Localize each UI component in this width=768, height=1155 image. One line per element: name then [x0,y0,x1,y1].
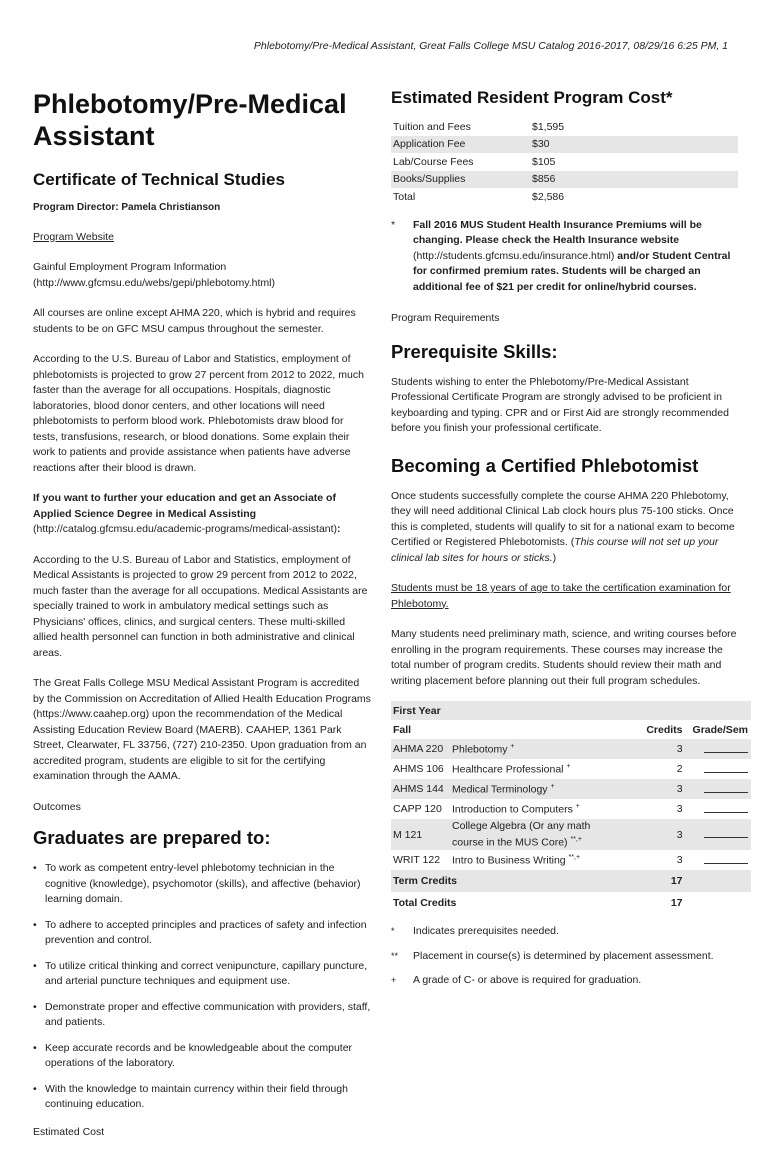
accreditation-text: The Great Falls College MSU Medical Assistant Program is accredited by the Commission on Accreditation of Allied Health Education Programs (https://www.caahep.org) upon the recommendation of the Medical Assisting Education Review Board (MAERB). CAAHEP, 1361 Park Street, Clearwater, FL 33756, (727) 210-2350. Upon graduation from an accredited program, students are eligible to sit for the certifying examination through the AAMA. [33,677,371,782]
grade-header: Grade/Sem [691,720,751,739]
course-row [391,759,751,779]
course-name: Introduction to Computers [452,803,573,816]
outcome-item: • With the knowledge to maintain currency within their field through continuing education. [33,1082,371,1113]
legend-text: Placement in course(s) is determined by placement assessment. [413,949,714,962]
term-credits-value: 17 [606,870,690,892]
course-row [391,819,751,850]
legend-row [391,949,741,965]
grade-blank [704,783,748,793]
insurance-text-a: Fall 2016 MUS Student Health Insurance Premiums will be changing. Please check the Health Insurance website [413,218,702,246]
bls-medical-assistant-text: According to the U.S. Bureau of Labor and Statistics, employment of Medical Assistants is projected to grow 29 percent from 2012 to 2022, much faster than the average for all occupations. Medical Assistants are specially trained to work in ambulatory medical settings such as Physicians' offices, clinics, and surgical centers. These multi-skilled allied health personnel can function in both administrative and clinical areas. [33,553,368,659]
cost-amount: $2,586 [532,190,565,203]
grade-blank [704,828,748,838]
outcome-item: • Demonstrate proper and effective communication with providers, staff, and patients. [33,1000,371,1031]
cost-label: Application Fee [391,136,530,154]
legend-text: Indicates prerequisites needed. [413,925,559,937]
grade-cell [691,819,751,850]
course-name-cell [450,799,606,819]
website-link-wrap [33,230,371,246]
term-credits-label: Term Credits [391,870,606,892]
course-mark: + [566,762,571,770]
cert-text-end: ) [552,551,557,564]
course-row [391,739,751,759]
associate-colon: : [337,523,341,535]
course-credits: 3 [676,803,683,815]
estimated-cost-link[interactable]: Estimated Cost [33,1125,105,1138]
fall-label: Fall [391,720,606,739]
cost-row [391,188,738,206]
cost-amount: $30 [530,136,738,154]
outcomes-link[interactable]: Outcomes [33,800,81,813]
course-credits: 3 [676,854,683,866]
age-note: Students must be 18 years of age to take the certification examination for Phlebotomy. [391,582,731,610]
grade-cell [691,850,751,870]
cost-row [391,171,738,189]
cost-row [391,136,738,154]
course-code: CAPP 120 [393,803,442,815]
program-website-link[interactable]: Program Website [33,230,114,243]
course-name-cell [450,779,606,799]
grade-blank [704,763,748,773]
course-row [391,799,751,819]
insurance-link[interactable]: (http://students.gfcmsu.edu/insurance.html) [413,249,618,262]
cost-amount: $856 [530,171,738,189]
course-mark: + [575,802,580,810]
gainful-employment-link[interactable]: Gainful Employment Program Information (http://www.gfcmsu.edu/webs/gepi/phlebotomy.html) [33,261,275,289]
outcome-item: • Keep accurate records and be knowledgeable about the computer operations of the laboratory. [33,1041,371,1072]
outcome-item: • To work as competent entry-level phlebotomy technician in the cognitive (knowledge), psychomotor (skills), and affective (behavior) learning domain. [33,861,371,908]
course-mark: **,+ [568,853,581,861]
cost-label: Lab/Course Fees [393,155,474,168]
legend-row [391,924,741,940]
fall-header-row [391,720,751,739]
legend-mark: * [391,926,395,936]
legend-text: A grade of C- or above is required for graduation. [413,974,642,986]
grade-cell [691,759,751,779]
total-credits-label: Total Credits [393,897,457,909]
insurance-text [413,218,741,296]
cost-amount: $1,595 [532,120,565,133]
course-row [391,850,751,870]
page-header: Phlebotomy/Pre-Medical Assistant, Great Falls College MSU Catalog 2016-2017, 08/29/16 6:25 PM, 1 [253,40,728,52]
term-credits-row [391,870,751,892]
course-mark: **,+ [570,836,582,844]
legend-mark: + [391,975,397,985]
course-mark: + [510,742,515,750]
right-column [391,88,748,998]
associate-degree-text: If you want to further your education and get an Associate of Applied Science Degree in Medical Assisting [33,492,336,520]
legend-row [391,973,741,989]
term-credits-empty [691,870,751,892]
total-credits-row [391,892,751,914]
course-name-cell [450,739,606,759]
course-credits: 3 [606,739,690,759]
course-row [391,779,751,799]
grade-blank [704,854,748,864]
grade-cell [691,779,751,799]
total-credits-empty [691,892,751,914]
cost-label: Tuition and Fees [393,120,471,133]
credits-header: Credits [606,720,690,739]
course-code: WRIT 122 [393,854,441,866]
grade-cell [691,799,751,819]
program-requirements-link[interactable]: Program Requirements [391,312,500,324]
cost-label: Total [393,190,416,203]
outcome-item: • To adhere to accepted principles and practices of safety and infection prevention and control. [33,918,371,949]
associate-degree-link[interactable]: (http://catalog.gfcmsu.edu/academic-programs/medical-assistant) [33,523,338,535]
legend-mark: ** [391,950,399,961]
cert-heading: Becoming a Certified Phlebotomist [391,454,699,476]
course-name-cell [450,819,606,850]
outcome-item: • To utilize critical thinking and correct venipuncture, capillary puncture, and arterial puncture techniques and equipment use. [33,959,371,990]
cert-text-main: Once students successfully complete the course AHMA 220 Phlebotomy, they will need additional Clinical Lab clock hours plus 75-100 sticks. Once this is completed, students will qualify to sit for a national exam to become Certified or Registered Phlebotomists. ( [391,489,735,548]
cost-amount: $105 [532,155,556,168]
program-title: Phlebotomy/Pre-Medical Assistant [33,89,347,151]
course-credits: 2 [676,763,683,775]
prereq-heading: Prerequisite Skills: [391,340,558,362]
program-director: Program Director: Pamela Christianson [33,202,221,213]
bls-phlebotomy-text: According to the U.S. Bureau of Labor and Statistics, employment of phlebotomists is projected to grow 27 percent from 2012 to 2022, much faster than the average for all occupations. Hospitals, diagnostic laboratories, blood donor centers, and other locations will need phlebotomists to perform blood work. Phlebotomists draw blood for tests, transfusions, research, or blood donations. Some explain their work to patients and provide assistance when patients have adverse reactions after their blood is drawn. [33,353,364,474]
associate-degree-note [33,491,371,538]
course-name-cell [450,759,606,779]
online-note: All courses are online except AHMA 220, which is hybrid and requires students to be on GFC MSU campus throughout the semester. [33,307,356,335]
course-name: Medical Terminology [452,783,548,796]
course-name: Intro to Business Writing [452,854,566,867]
course-code: M 121 [391,819,450,850]
course-name-cell [450,850,606,870]
course-credits: 3 [606,779,690,799]
cost-table [391,118,738,206]
grade-blank [704,803,748,813]
first-year-label: First Year [391,701,751,720]
cost-label: Books/Supplies [391,171,530,189]
course-name: Phlebotomy [452,743,508,756]
first-year-row [391,701,751,720]
grade-blank [704,743,748,753]
grade-cell [691,739,751,759]
course-table [391,701,751,914]
cert-text-italic: This course will not set up your clinical lab sites for hours or sticks. [391,536,719,564]
outcomes-list [33,861,371,1113]
course-code: AHMS 144 [391,779,450,799]
certificate-subtitle: Certificate of Technical Studies [33,170,285,189]
course-code: AHMS 106 [393,763,444,775]
prereq-text: Students wishing to enter the Phlebotomy/Pre-Medical Assistant Professional Certificate Program are strongly advised to be proficient in keyboarding and typing. CPR and or First Aid are strongly recommended before you finish your professional certificate. [391,375,729,434]
course-name: College Algebra (Or any math course in the MUS Core) [452,820,591,849]
course-credits: 3 [606,819,690,850]
insurance-text-b: and/or Student Central for confirmed premium rates. Students will be charged an additional fee of $21 per credit for online/hybrid courses. [413,249,731,293]
course-name: Healthcare Professional [452,763,564,776]
insurance-note [391,218,741,296]
course-code: AHMA 220 [391,739,450,759]
preliminary-text: Many students need preliminary math, science, and writing courses before enrolling in the program requirements. These courses may increase the total number of program credits. Students should review their math and writing placement before planning out their full program schedules. [391,628,737,687]
legend [391,924,741,989]
cert-text [391,489,741,567]
cost-row [391,118,738,136]
cost-heading: Estimated Resident Program Cost* [391,88,673,107]
course-mark: + [550,782,555,790]
left-column [33,88,371,1155]
graduates-heading: Graduates are prepared to: [33,827,271,848]
asterisk-mark: * [391,218,396,231]
cost-row [391,153,738,171]
total-credits-value: 17 [670,897,683,909]
